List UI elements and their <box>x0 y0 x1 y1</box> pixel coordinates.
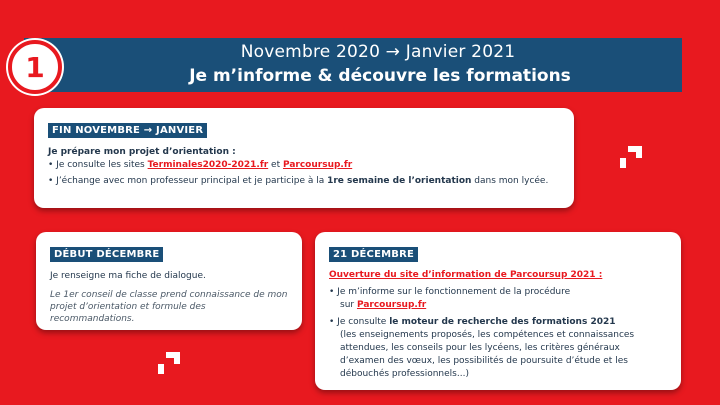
card-line: Je renseigne ma fiche de dialogue. <box>50 271 206 281</box>
step-number-badge: 1 <box>8 40 62 94</box>
link-parcoursup[interactable]: Parcoursup.fr <box>282 160 353 170</box>
card-note: Le 1er conseil de classe prend connaissance de mon projet d’orientation et formule des recommandations. <box>50 290 288 324</box>
brand-logo-icon <box>618 144 644 170</box>
bullet-highlight: 1re semaine de l’orientation <box>327 176 472 186</box>
bullet-text <box>329 299 667 312</box>
bullet-text: et <box>268 160 283 170</box>
bullet-item <box>329 316 667 381</box>
bullet-item <box>48 175 560 188</box>
bullet-text: • Je consulte <box>329 317 390 327</box>
card-heading: Ouverture du site d’information de Parcoursup 2021 : <box>329 270 603 280</box>
card-tag: FIN NOVEMBRE → JANVIER <box>48 123 207 138</box>
page-title: Je m’informe & découvre les formations <box>189 66 571 86</box>
bullet-text: dans mon lycée. <box>471 176 549 186</box>
link-parcoursup[interactable]: Parcoursup.fr <box>356 300 427 310</box>
bullet-text: • Je consulte les sites <box>48 160 148 170</box>
bullet-item <box>329 286 667 312</box>
card-early-december <box>36 232 302 330</box>
bullet-text: • Je m’informe sur le fonctionnement de la procédure <box>329 287 571 297</box>
link-terminales[interactable]: Terminales2020-2021.fr <box>147 160 269 170</box>
brand-logo-icon <box>156 350 182 376</box>
card-21-december <box>315 232 681 390</box>
card-heading: Je prépare mon projet d’orientation : <box>48 147 236 157</box>
bullet-text: • J’échange avec mon professeur principal et je participe à la <box>48 176 328 186</box>
card-tag: DÉBUT DÉCEMBRE <box>50 247 163 262</box>
card-end-november <box>34 108 574 208</box>
bullet-text-prefix: sur <box>340 300 357 310</box>
bullet-item <box>48 159 560 172</box>
period-title: Novembre 2020 → Janvier 2021 <box>240 42 516 62</box>
bullet-detail: (les enseignements proposés, les compétences et connaissances attendues, les conseils pour les lycéens, les critères généraux d’examen des vœux, les possibilités de poursuite d’étude et les débouchés professionnels...) <box>340 330 635 379</box>
bullet-highlight: le moteur de recherche des formations 2021 <box>389 317 616 327</box>
card-tag: 21 DÉCEMBRE <box>329 247 418 262</box>
